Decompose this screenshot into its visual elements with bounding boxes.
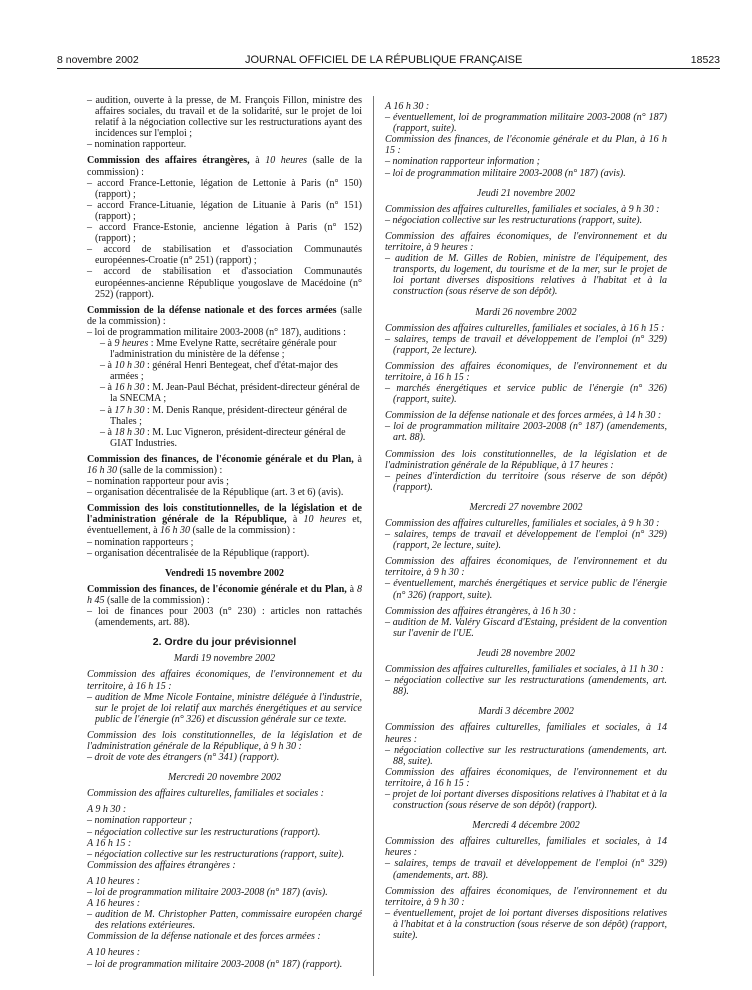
commission-heading: Commission des affaires culturelles, familiales et sociales, à 11 h 30 :: [385, 664, 664, 676]
commission-heading: Commission des lois constitutionnelles, de la législation et de l'administration générale de la République, à 9 h 30 :: [87, 729, 362, 752]
list-item: – négociation collective sur les restructurations (amendements, art. 88, suite).: [385, 744, 667, 767]
day-heading: Jeudi 21 novembre 2002: [476, 187, 576, 199]
time-label: A 16 h 30 :: [385, 101, 430, 112]
commission-heading: Commission des affaires économiques, de l'environnement et du territoire, à 16 h 15 :: [385, 360, 667, 383]
commission-heading: Commission des lois constitutionnelles, de la législation et de l'administration générale de la République, à 10 heures et, éventuellement, à 16 h 30 (salle de la commission) :: [87, 503, 362, 537]
left-column: [87, 95, 362, 970]
time-label: A 16 heures :: [87, 898, 141, 910]
list-item: – loi de programmation militaire 2003-2008 (n° 187) (amendements, art. 88).: [385, 421, 667, 444]
commission-heading: Commission des finances, de l'économie générale et du Plan, à 8 h 45 (salle de la commission) :: [87, 583, 362, 606]
list-item: – éventuellement, loi de programmation militaire 2003-2008 (n° 187) (rapport, suite).: [385, 112, 667, 135]
commission-heading: Commission des affaires étrangères, à 16 h 30 :: [385, 605, 577, 617]
list-item: – accord France-Lettonie, légation de Lettonie à Paris (n° 150) (rapport) ;: [87, 177, 362, 200]
day-heading: Mercredi 27 novembre 2002: [469, 501, 583, 513]
commission-heading: Commission des affaires culturelles, familiales et sociales, à 9 h 30 :: [385, 518, 660, 529]
commission-heading: Commission de la défense nationale et des forces armées :: [87, 931, 321, 943]
list-item: – accord de stabilisation et d'association Communautés européennes-ancienne République yougoslave de Macédoine (n° 252) (rapport).: [87, 266, 362, 300]
section-heading: 2. Ordre du jour prévisionnel: [152, 636, 297, 649]
commission-heading: Commission des affaires culturelles, familiales et sociales, à 9 h 30 :: [385, 203, 660, 215]
list-item: – à 9 heures : Mme Evelyne Ratte, secrétaire générale pour l'administration du ministère de la défense ;: [100, 337, 337, 361]
commission-heading: Commission des affaires économiques, de l'environnement et du territoire, à 9 heures :: [385, 230, 667, 254]
list-item: – audition de Mme Nicole Fontaine, ministre déléguée à l'industrie, sur le projet de loi relatif aux marchés énergétiques et au service public de l'énergie (n° 326) et discussion générale sur ce texte.: [87, 691, 362, 725]
commission-heading: Commission des affaires étrangères, à 10 heures (salle de la commission) :: [87, 155, 363, 178]
header-journal-title: JOURNAL OFFICIEL DE LA RÉPUBLIQUE FRANÇAISE: [245, 54, 523, 66]
commission-heading: Commission des lois constitutionnelles, de la législation et de l'administration générale de la République, à 17 heures :: [385, 448, 667, 471]
list-item: – négociation collective sur les restructurations (rapport, suite).: [385, 214, 643, 226]
list-item: – à 16 h 30 : M. Jean-Paul Béchat, président-directeur général de la SNECMA ;: [100, 382, 360, 405]
list-item: – négociation collective sur les restructurations (rapport, suite).: [87, 848, 345, 860]
list-item: – accord France-Lituanie, légation de Lituanie à Paris (n° 151) (rapport) ;: [87, 199, 362, 222]
commission-heading: Commission de la défense nationale et des forces armées, à 14 h 30 :: [385, 410, 662, 422]
list-item: – peines d'interdiction du territoire (sous réserve de son dépôt) (rapport).: [385, 470, 667, 493]
commission-heading: Commission des finances, de l'économie générale et du Plan, à 16 h 30 (salle de la commission) :: [87, 453, 362, 476]
list-item: – droit de vote des étrangers (n° 341) (rapport).: [87, 752, 280, 764]
column-separator: [373, 96, 374, 976]
list-item: – loi de programmation militaire 2003-2008 (n° 187) (avis).: [385, 167, 626, 179]
commission-heading: Commission des affaires économiques, de l'environnement et du territoire, à 9 h 30 :: [385, 885, 667, 908]
list-item: – éventuellement, projet de loi portant diverses dispositions relatives à l'habitat et à la construction (sous réserve de son dépôt) (rapport, suite).: [385, 907, 667, 941]
list-item: – à 18 h 30 : M. Luc Vigneron, président-directeur général de GIAT Industries.: [100, 426, 346, 449]
time-label: A 10 heures :: [87, 947, 141, 959]
list-item: – loi de programmation militaire 2003-2008 (n° 187), auditions :: [87, 326, 346, 338]
list-item: – nomination rapporteur.: [87, 139, 187, 151]
list-item: – nomination rapporteur ;: [87, 815, 193, 827]
day-heading: Mercredi 20 novembre 2002: [167, 772, 282, 784]
list-item: – organisation décentralisée de la République (art. 3 et 6) (avis).: [87, 487, 344, 499]
time-label: A 16 h 15 :: [87, 837, 132, 849]
page-header: [0, 0, 752, 66]
list-item: – audition, ouverte à la presse, de M. François Fillon, ministre des affaires sociales, du travail et de la solidarité, sur le projet de loi relatif à la négociation collective sur les restructurations ayant des incidences sur l'emploi ;: [87, 95, 362, 140]
list-item: – audition de M. Valéry Giscard d'Estaing, président de la convention sur l'avenir de l'UE.: [385, 616, 667, 639]
commission-heading: Commission des affaires économiques, de l'environnement et du territoire, à 16 h 15 :: [385, 766, 667, 789]
time-label: A 10 heures :: [87, 875, 141, 887]
commission-heading: Commission des affaires culturelles, familiales et sociales :: [87, 788, 325, 800]
list-item: – éventuellement, marchés énergétiques et service public de l'énergie (n° 326) (rapport, suite).: [385, 578, 667, 601]
list-item: – salaires, temps de travail et développement de l'emploi (n° 329) (amendements, art. 88).: [385, 858, 667, 881]
commission-heading: Commission des affaires culturelles, familiales et sociales, à 16 h 15 :: [385, 322, 665, 334]
list-item: – nomination rapporteur information ;: [385, 156, 541, 168]
commission-heading: Commission des affaires économiques, de l'environnement et du territoire, à 9 h 30 :: [385, 556, 667, 579]
list-item: – à 17 h 30 : M. Denis Ranque, président-directeur général de Thales ;: [100, 404, 347, 427]
commission-heading: Commission des affaires économiques, de l'environnement et du territoire, à 16 h 15 :: [87, 669, 362, 692]
list-item: – organisation décentralisée de la République (rapport).: [87, 547, 310, 559]
list-item: – loi de programmation militaire 2003-2008 (n° 187) (avis).: [87, 887, 328, 898]
day-heading: Mardi 26 novembre 2002: [475, 306, 577, 318]
day-heading: Jeudi 28 novembre 2002: [476, 647, 576, 659]
commission-heading: Commission des finances, de l'économie générale et du Plan, à 16 h 15 :: [385, 134, 667, 157]
day-heading: Mercredi 4 décembre 2002: [472, 820, 580, 832]
header-date: 8 novembre 2002: [57, 54, 139, 66]
list-item: – audition de M. Christopher Patten, commissaire européen chargé des relations extérieures.: [87, 909, 362, 932]
commission-heading: Commission des affaires étrangères :: [87, 859, 236, 871]
header-rule: [57, 68, 720, 69]
list-item: – négociation collective sur les restructurations (rapport).: [87, 826, 321, 838]
day-heading: Mardi 19 novembre 2002: [173, 653, 276, 665]
commission-heading: Commission de la défense nationale et des forces armées (salle de la commission) :: [87, 304, 362, 327]
list-item: – marchés énergétiques et service public de l'énergie (n° 326) (rapport, suite).: [385, 383, 667, 406]
list-item: – nomination rapporteur pour avis ;: [87, 476, 229, 488]
list-item: – négociation collective sur les restructurations (amendements, art. 88).: [385, 675, 667, 698]
day-heading: Mardi 3 décembre 2002: [478, 706, 574, 718]
commission-heading: Commission des affaires culturelles, familiales et sociales, à 14 heures :: [385, 836, 667, 859]
list-item: – salaires, temps de travail et développement de l'emploi (n° 329) (rapport, 2e lecture).: [385, 333, 667, 356]
list-item: – loi de finances pour 2003 (n° 230) : articles non rattachés (amendements, art. 88).: [87, 606, 362, 629]
list-item: – salaires, temps de travail et développement de l'emploi (n° 329) (rapport, 2e lecture, suite).: [385, 529, 667, 552]
list-item: – nomination rapporteurs ;: [87, 536, 194, 548]
header-page-number: 18523: [690, 54, 720, 66]
list-item: – loi de programmation militaire 2003-2008 (n° 187) (rapport).: [87, 958, 343, 970]
commission-heading: Commission des affaires culturelles, familiales et sociales, à 14 heures :: [385, 722, 667, 745]
list-item: – accord de stabilisation et d'association Communautés européennes-Croatie (n° 251) (rapport) ;: [87, 244, 362, 267]
list-item: – à 10 h 30 : général Henri Bentegeat, chef d'état-major des armées ;: [100, 360, 338, 383]
time-label: A 9 h 30 :: [87, 804, 127, 816]
list-item: – audition de M. Gilles de Robien, ministre de l'équipement, des transports, du logement, du tourisme et de la mer, sur le projet de loi portant diverses dispositions relatives à l'habitat et à la construction (sous réserve de son dépôt).: [385, 253, 667, 298]
list-item: – projet de loi portant diverses dispositions relatives à l'habitat et à la construction (sous réserve de son dépôt) (rapport).: [385, 788, 667, 812]
day-heading: Vendredi 15 novembre 2002: [165, 567, 284, 579]
list-item: – accord France-Estonie, ancienne légation à Paris (n° 152) (rapport) ;: [87, 222, 362, 245]
right-column: [385, 101, 667, 941]
